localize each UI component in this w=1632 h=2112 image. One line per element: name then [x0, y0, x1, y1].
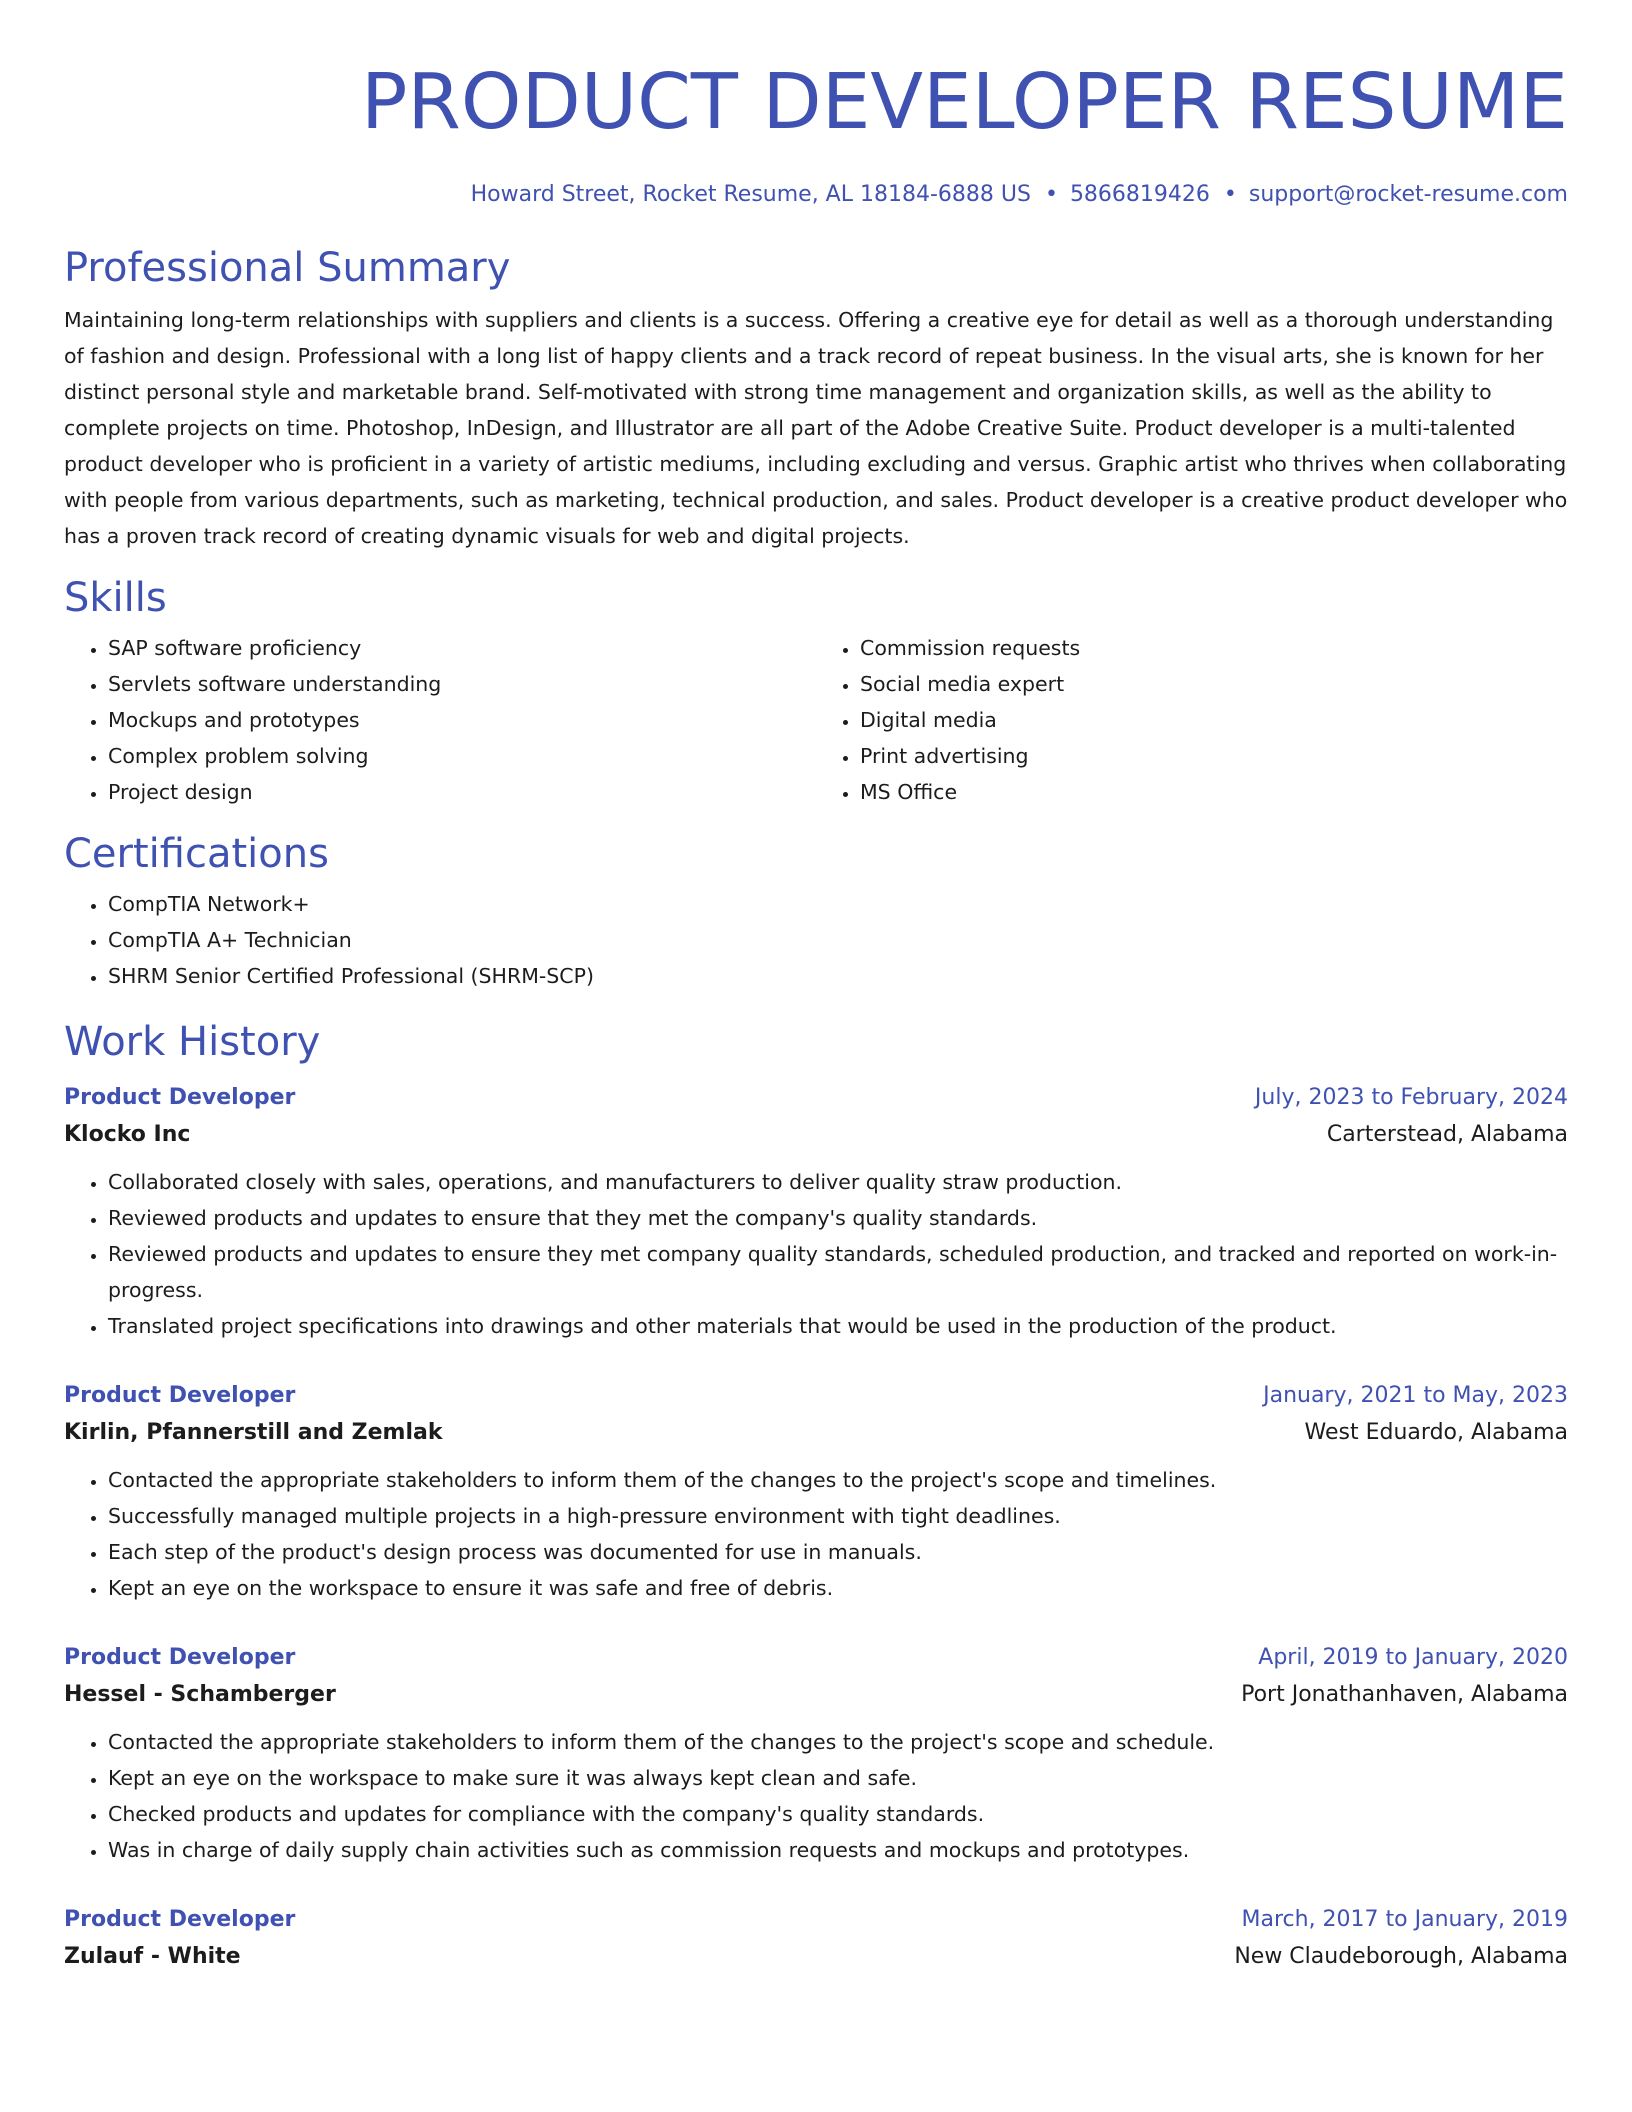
certifications-list — [64, 886, 1568, 994]
job-dates: March, 2017 to January, 2019 — [1241, 1907, 1568, 1932]
job-bullet: • Was in charge of daily supply chain activities such as commission requests and mockups and prototypes. — [108, 1832, 1568, 1868]
job-title: Product Developer — [64, 1645, 296, 1670]
job-header-row — [64, 1378, 1568, 1414]
certification-item: • CompTIA Network+ — [108, 886, 1568, 922]
job-location: Port Jonathanhaven, Alabama — [1241, 1682, 1568, 1707]
job-dates: January, 2021 to May, 2023 — [1263, 1383, 1568, 1408]
certification-item: • CompTIA A+ Technician — [108, 922, 1568, 958]
summary-text: Maintaining long-term relationships with suppliers and clients is a success. Offering a creative eye for detail as well as a thorough understanding of fashion and design. Professional with a long list of happy clients and a track record of repeat business. In the visual arts, she is known for her distinct personal style and marketable brand. Self-motivated with strong time management and organization skills, as well as the ability to complete projects on time. Photoshop, InDesign, and Illustrator are all part of the Adobe Creative Suite. Product developer is a multi-talented product developer who is proficient in a variety of artistic mediums, including excluding and versus. Graphic artist who thrives when collaborating with people from various departments, such as marketing, technical production, and sales. Product developer is a creative product developer who has a proven track record of creating dynamic visuals for web and digital projects. — [64, 308, 1568, 548]
skill-item: • Servlets software understanding — [108, 666, 816, 702]
skill-item: • Complex problem solving — [108, 738, 816, 774]
job-company: Hessel - Schamberger — [64, 1682, 336, 1707]
job-header-row — [64, 1080, 1568, 1116]
job-bullet: • Translated project specifications into drawings and other materials that would be used in the production of the product. — [108, 1308, 1568, 1344]
job-header-row — [64, 1902, 1568, 1938]
section-heading-certifications: Certifications — [64, 831, 329, 877]
summary-section — [64, 242, 1568, 554]
work-history-section — [64, 1016, 1568, 1976]
job-entry — [64, 1640, 1568, 1868]
skill-item: • Digital media — [860, 702, 1568, 738]
job-company: Klocko Inc — [64, 1122, 191, 1147]
job-dates: July, 2023 to February, 2024 — [1254, 1085, 1568, 1110]
job-bullets — [64, 1462, 1568, 1606]
skills-columns — [64, 630, 1568, 810]
contact-separator: • — [1044, 182, 1058, 207]
certification-item: • SHRM Senior Certified Professional (SHRM-SCP) — [108, 958, 1568, 994]
skill-item: • Project design — [108, 774, 816, 810]
job-title: Product Developer — [64, 1383, 296, 1408]
resume-page — [64, 0, 1568, 1976]
job-company-row — [64, 1414, 1568, 1452]
skills-list-right — [816, 630, 1568, 810]
section-heading-work-history: Work History — [64, 1019, 321, 1065]
job-location: Carterstead, Alabama — [1326, 1122, 1568, 1147]
job-bullet: • Reviewed products and updates to ensure that they met the company's quality standards. — [108, 1200, 1568, 1236]
contact-phone[interactable]: 5866819426 — [1069, 182, 1210, 207]
job-bullet: • Reviewed products and updates to ensure they met company quality standards, scheduled production, and tracked and reported on work-in-progress. — [108, 1236, 1568, 1308]
job-company-row — [64, 1938, 1568, 1976]
skill-item: • Commission requests — [860, 630, 1568, 666]
job-entry — [64, 1902, 1568, 1976]
skill-item: • Social media expert — [860, 666, 1568, 702]
job-bullet: • Each step of the product's design process was documented for use in manuals. — [108, 1534, 1568, 1570]
skill-item: • Mockups and prototypes — [108, 702, 816, 738]
job-location: West Eduardo, Alabama — [1304, 1420, 1568, 1445]
job-title: Product Developer — [64, 1085, 296, 1110]
job-company-row — [64, 1676, 1568, 1714]
job-dates: April, 2019 to January, 2020 — [1258, 1645, 1568, 1670]
job-company: Kirlin, Pfannerstill and Zemlak — [64, 1420, 443, 1445]
certifications-section — [64, 828, 1568, 994]
job-bullets — [64, 1724, 1568, 1868]
skill-item: • Print advertising — [860, 738, 1568, 774]
skills-list-left — [64, 630, 816, 810]
skill-item: • SAP software proficiency — [108, 630, 816, 666]
skills-section — [64, 572, 1568, 810]
job-location: New Claudeborough, Alabama — [1234, 1944, 1568, 1969]
section-heading-summary: Professional Summary — [64, 245, 511, 291]
contact-separator: • — [1223, 182, 1237, 207]
contact-line — [64, 180, 1568, 210]
contact-email[interactable]: support@rocket-resume.com — [1248, 182, 1568, 207]
resume-title: PRODUCT DEVELOPER RESUME — [360, 58, 1568, 147]
job-company: Zulauf - White — [64, 1944, 241, 1969]
job-entry — [64, 1378, 1568, 1606]
job-bullet: • Collaborated closely with sales, operations, and manufacturers to deliver quality straw production. — [108, 1164, 1568, 1200]
skill-item: • MS Office — [860, 774, 1568, 810]
job-title: Product Developer — [64, 1907, 296, 1932]
job-bullet: • Contacted the appropriate stakeholders to inform them of the changes to the project's scope and timelines. — [108, 1462, 1568, 1498]
job-entry — [64, 1080, 1568, 1344]
job-company-row — [64, 1116, 1568, 1154]
job-bullet: • Successfully managed multiple projects in a high-pressure environment with tight deadlines. — [108, 1498, 1568, 1534]
contact-address: Howard Street, Rocket Resume, AL 18184-6888 US — [470, 182, 1031, 207]
job-bullet: • Kept an eye on the workspace to make sure it was always kept clean and safe. — [108, 1760, 1568, 1796]
job-bullet: • Contacted the appropriate stakeholders to inform them of the changes to the project's scope and schedule. — [108, 1724, 1568, 1760]
job-bullet: • Kept an eye on the workspace to ensure it was safe and free of debris. — [108, 1570, 1568, 1606]
job-header-row — [64, 1640, 1568, 1676]
job-bullet: • Checked products and updates for compliance with the company's quality standards. — [108, 1796, 1568, 1832]
section-heading-skills: Skills — [64, 575, 167, 621]
job-bullets — [64, 1164, 1568, 1344]
